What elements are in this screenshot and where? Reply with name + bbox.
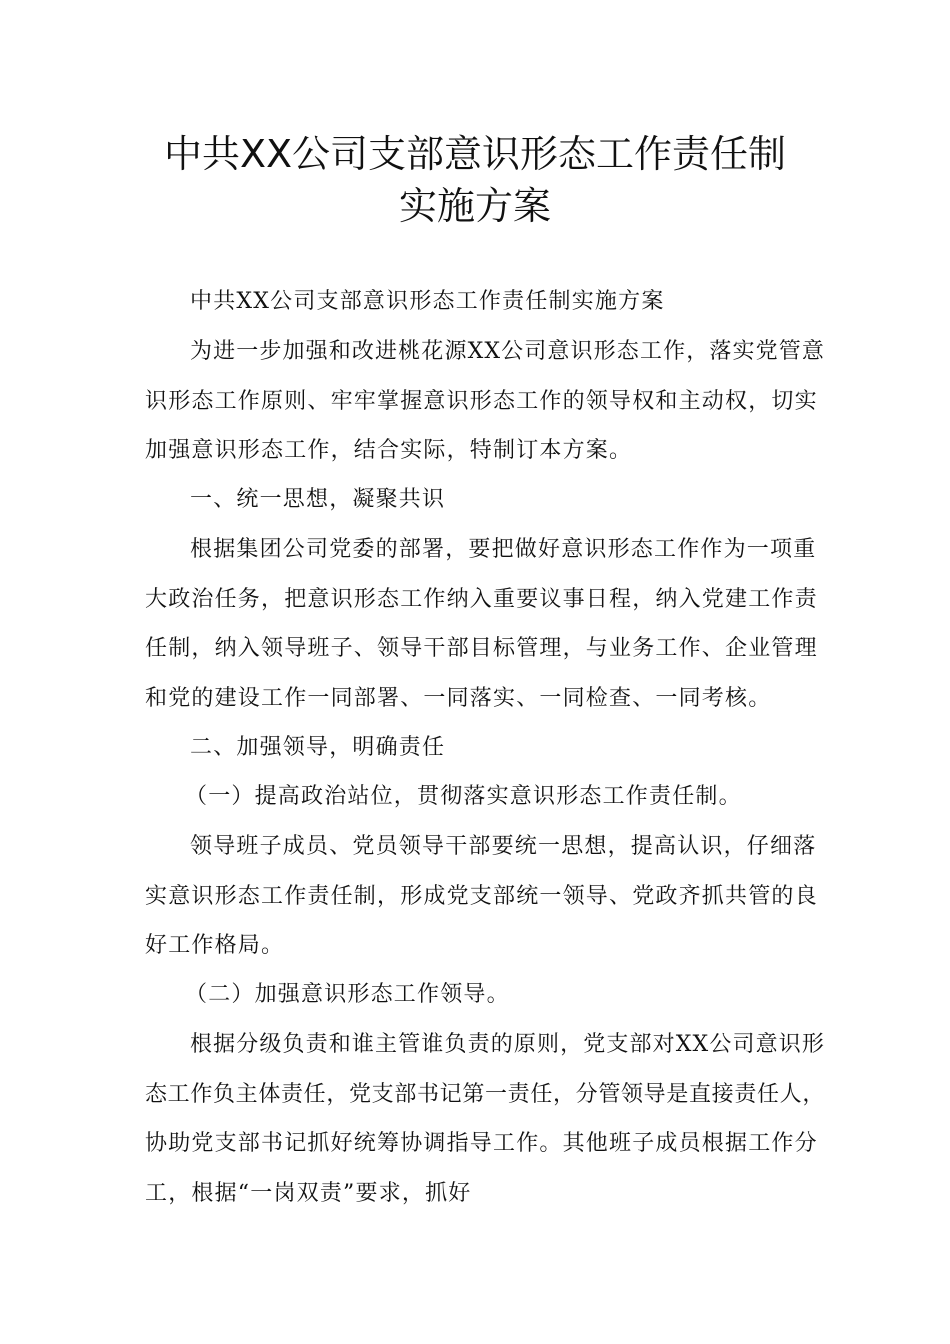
- paragraph-line: 一、统一思想，凝聚共识: [190, 487, 446, 512]
- paragraph-subsection-1: [145, 822, 825, 971]
- paragraph-line: 和党的建设工作一同部署、一同落实、一同检查、一同考核。: [145, 685, 772, 711]
- paragraph-line: 好工作格局。: [145, 933, 285, 958]
- document-title-line-1: 中共XX公司支部意识形态工作责任制: [163, 132, 787, 176]
- subsection-heading-1: [145, 772, 825, 822]
- paragraph-section-1: [145, 525, 825, 723]
- section-heading-1: [145, 475, 825, 525]
- subsection-heading-2: [145, 970, 825, 1020]
- paragraph-line: （一）提高政治站位，贯彻落实意识形态工作责任制。: [185, 784, 742, 809]
- paragraph-line: 任制，纳入领导班子、领导干部目标管理，与业务工作、企业管理: [145, 636, 818, 661]
- paragraph-subtitle: [145, 277, 825, 327]
- paragraph-subsection-2: [145, 1020, 825, 1218]
- paragraph-line: 加强意识形态工作，结合实际，特制订本方案。: [145, 438, 633, 463]
- paragraph-line: 二、加强领导，明确责任: [190, 735, 446, 760]
- paragraph-line: 工，根据“一岗双责”要求，抓好: [145, 1180, 472, 1206]
- paragraph-line: 大政治任务，把意识形态工作纳入重要议事日程，纳入党建工作责: [145, 586, 818, 612]
- paragraph-line: 根据集团公司党委的部署，要把做好意识形态工作作为一项重: [190, 537, 817, 562]
- document-title-line-2: 实施方案: [398, 184, 551, 228]
- paragraph-line: 根据分级负责和谁主管谁负责的原则，党支部对XX公司意识形: [190, 1032, 825, 1057]
- paragraph-line: 识形态工作原则、牢牢掌握意识形态工作的领导权和主动权，切实: [145, 388, 818, 414]
- paragraph-line: 为进一步加强和改进桃花源XX公司意识形态工作，落实党管意: [190, 339, 825, 364]
- paragraph-line: （二）加强意识形态工作领导。: [185, 982, 510, 1007]
- paragraph-line: 实意识形态工作责任制，形成党支部统一领导、党政齐抓共管的良: [145, 883, 818, 909]
- paragraph-line: 协助党支部书记抓好统筹协调指导工作。其他班子成员根据工作分: [145, 1131, 818, 1156]
- paragraph-line: 态工作负主体责任，党支部书记第一责任，分管领导是直接责任人，: [145, 1081, 825, 1107]
- section-heading-2: [145, 723, 825, 773]
- paragraph-line: 中共XX公司支部意识形态工作责任制实施方案: [190, 289, 665, 314]
- paragraph-line: 领导班子成员、党员领导干部要统一思想，提高认识，仔细落: [190, 834, 817, 859]
- paragraph-intro: [145, 327, 825, 476]
